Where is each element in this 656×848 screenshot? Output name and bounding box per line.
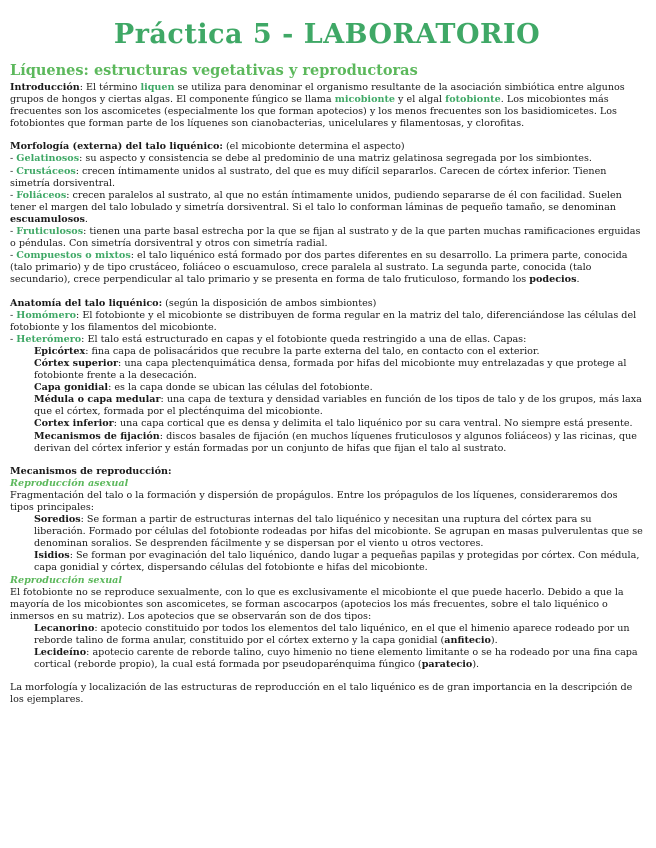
reproduccion-heading: Mecanismos de reproducción: bbox=[10, 465, 172, 477]
sexual-title: Reproducción sexual bbox=[10, 574, 123, 586]
layer-text: : una capa cortical que es densa y delimita el talo liquénico por su cara ventral. No siempre está presente. bbox=[113, 418, 633, 430]
term-fotobionte: fotobionte bbox=[445, 94, 501, 106]
layer-item bbox=[34, 382, 644, 394]
bullet: - bbox=[10, 226, 17, 238]
term-podecios: podecios bbox=[529, 274, 577, 286]
intro-text-4: . Los micobiontes más frecuentes son los ascomicetes (especialmente los que forman apotecios) y los menos frecuentes son los basidiomicetes. Los fotobiontes que forman parte de los líquenes son cianobacterias, unicelulares y filamentosas, y clorofitas. bbox=[10, 94, 617, 130]
layer-label: Córtex superior bbox=[34, 357, 119, 369]
layer-label: Capa gonidial bbox=[34, 382, 109, 394]
term-gelatinosos: Gelatinosos bbox=[16, 153, 80, 165]
term-soredios: Soredios bbox=[34, 514, 81, 526]
closing-paragraph: La morfología y localización de las estructuras de reproducción en el talo liquénico es de gran importancia en la descripción de los ejemplares. bbox=[10, 682, 633, 706]
foliaceos-end: . bbox=[84, 213, 88, 225]
term-paratecio: paratecio bbox=[421, 659, 473, 671]
term-anfitecio: anfitecio bbox=[444, 635, 491, 647]
compuestos-text: : el talo liquénico está formado por dos partes diferentes en su desarrollo. La primera parte, conocida (talo primario) y de tipo crustáceo, foliáceo o escuamuloso, crece paralela al sustrato. La segunda parte, conocida (talo secundario), crece perpendicular al talo primario y se presenta en forma de talo fruticuloso, formando los bbox=[10, 250, 628, 286]
soredios-text: : Se forman a partir de estructuras internas del talo liquénico y necesitan una ruptura del córtex para su liberación. Formado por células del fotobionte rodeadas por hifas del micobionte. Se agrupan en masas pulverulentas que se denominan soralios. Se desprenden fácilmente y se dispersan por el viento u otros vectores. bbox=[34, 514, 643, 550]
section-subtitle: Líquenes: estructuras vegetativas y reproductoras bbox=[10, 62, 418, 79]
layer-item bbox=[34, 346, 644, 358]
term-foliaceos: Foliáceos bbox=[16, 189, 67, 201]
anatomia-heteromero bbox=[10, 334, 644, 346]
asexual-title: Reproducción asexual bbox=[10, 477, 129, 489]
bullet: - bbox=[10, 250, 17, 262]
term-micobionte: micobionte bbox=[334, 94, 395, 106]
heteromero-text: : El talo está estructurado en capas y el fotobionte queda restringido a una de ellas. Capas: bbox=[81, 333, 527, 345]
foliaceos-text: : crecen paralelos al sustrato, al que no están íntimamente unidos, pudiendo separarse de él con facilidad. Suelen tener el margen del talo lobulado y simetría dorsiventral. Si el talo lo conforman láminas de pequeño tamaño, se denominan bbox=[10, 189, 622, 213]
lecanorino-text: : apotecio constituido por todos los elementos del talo liquénico, en el que el himenio aparece rodeado por un reborde talino de forma anular, constituido por el córtex externo y la capa gonidial ( bbox=[34, 622, 630, 647]
gelatinosos-text: : su aspecto y consistencia se debe al predominio de una matriz gelatinosa segregada por los simbiontes. bbox=[79, 153, 592, 165]
term-lecanorino: Lecanorino bbox=[34, 622, 95, 634]
morfologia-heading-note: (el micobionte determina el aspecto) bbox=[222, 141, 405, 153]
anatomia-heading bbox=[10, 298, 644, 310]
anatomia-heading-note: (según la disposición de ambos simbiontes) bbox=[162, 297, 377, 309]
lecanorino-item bbox=[34, 623, 644, 647]
morfologia-foliaceos bbox=[10, 190, 644, 226]
bullet: - bbox=[10, 333, 17, 345]
term-fruticulosos: Fruticulosos bbox=[16, 226, 84, 238]
intro-text-2: se utiliza para denominar el organismo resultante de la asociación simbiótica entre algunos grupos de hongos y ciertas algas. El componente fúngico se llama bbox=[10, 82, 625, 106]
isidios-text: : Se forman por evaginación del talo liquénico, dando lugar a pequeñas papilas y protegidas por córtex. Con médula, capa gonidial y córtex, dispersando células del fotobionte e hifas del micobionte. bbox=[34, 550, 640, 574]
intro-text-3: y el algal bbox=[395, 94, 446, 106]
bullet: - bbox=[10, 309, 17, 321]
bullet: - bbox=[10, 165, 17, 177]
lecideino-text: : apotecio carente de reborde talino, cuyo himenio no tiene elemento limitante o se ha rodeado por una fina capa cortical (reborde propio), la cual está formada por pseudoparénquima fúngico ( bbox=[34, 647, 638, 671]
intro-paragraph bbox=[10, 82, 644, 130]
lecideino-item bbox=[34, 647, 644, 671]
term-isidios: Isidios bbox=[34, 550, 70, 562]
page-title: Práctica 5 - LABORATORIO bbox=[113, 19, 541, 50]
bullet: - bbox=[10, 153, 17, 165]
morfologia-fruticulosos bbox=[10, 226, 644, 250]
compuestos-end: . bbox=[576, 274, 580, 286]
layer-text: : es la capa donde se ubican las células del fotobionte. bbox=[108, 382, 373, 394]
term-escuamulosos: escuamulosos bbox=[10, 213, 85, 225]
layer-item bbox=[34, 358, 644, 382]
morfologia-crustaceos bbox=[10, 166, 644, 190]
morfologia-gelatinosos bbox=[10, 153, 644, 165]
layer-label: Cortex inferior bbox=[34, 418, 114, 430]
morfologia-heading-label: Morfología (externa) del talo liquénico: bbox=[10, 141, 223, 153]
term-lecideino: Lecideíno bbox=[34, 647, 87, 659]
anatomia-heading-label: Anatomía del talo liquénico: bbox=[10, 297, 163, 309]
term-compuestos: Compuestos o mixtos bbox=[16, 250, 131, 262]
layer-item bbox=[34, 394, 644, 418]
sexual-list bbox=[10, 623, 644, 671]
layer-text: : discos basales de fijación (en muchos líquenes fruticulosos y algunos foliáceos) y las ricinas, que derivan del córtex inferior y están formadas por un conjunto de hifas que fijan el talo al sustrato. bbox=[34, 430, 637, 454]
morfologia-heading bbox=[10, 141, 644, 153]
term-liquen: liquen bbox=[140, 82, 175, 93]
layer-text: : una capa de textura y densidad variables en función de los tipos de talo y de los grupos, más laxa que el córtex, formada por el plecténquima del micobionte. bbox=[34, 394, 642, 418]
layer-item bbox=[34, 418, 644, 430]
lecanorino-end: ). bbox=[490, 635, 498, 647]
asexual-list bbox=[10, 514, 644, 574]
homomero-text: : El fotobionte y el micobionte se distribuyen de forma regular en la matriz del talo, diferenciándose las células del fotobionte y los filamentos del micobionte. bbox=[10, 309, 637, 333]
anatomia-homomero bbox=[10, 310, 644, 334]
layer-text: : fina capa de polisacáridos que recubre la parte externa del talo, en contacto con el exterior. bbox=[85, 345, 540, 357]
isidios-item bbox=[34, 550, 644, 574]
layer-label: Médula o capa medular bbox=[34, 394, 161, 406]
term-homomero: Homómero bbox=[16, 309, 77, 321]
intro-text-1: : El término bbox=[79, 82, 141, 93]
lecideino-end: ). bbox=[472, 659, 480, 671]
bullet: - bbox=[10, 189, 17, 201]
layer-text: : una capa plectenquimática densa, formada por hifas del micobionte muy entrelazadas y que protege al fotobionte frente a la desecación. bbox=[34, 357, 627, 382]
term-crustaceos: Crustáceos bbox=[16, 165, 76, 177]
layer-label: Epicórtex bbox=[34, 345, 86, 357]
asexual-text: Fragmentación del talo o la formación y dispersión de propágulos. Entre los própagulos de los líquenes, consideraremos dos tipos principales: bbox=[10, 489, 618, 513]
layer-item bbox=[34, 431, 644, 455]
crustaceos-text: : crecen íntimamente unidos al sustrato, del que es muy difícil separarlos. Carecen de córtex inferior. Tienen simetría dorsiventral. bbox=[10, 165, 607, 189]
fruticulosos-text: : tienen una parte basal estrecha por la que se fijan al sustrato y de la que parten muchas ramificaciones erguidas o péndulas. Con simetría dorsiventral y otros con simetría radial. bbox=[10, 226, 641, 250]
sexual-text: El fotobionte no se reproduce sexualmente, con lo que es exclusivamente el micobionte el que puede hacerlo. Debido a que la mayoría de los micobiontes son ascomicetes, se forman ascocarpos (apotecios los más frecuentes, sobre el talo liquénico o inmersos en su matriz). Los apotecios que se observarán son de dos tipos: bbox=[10, 586, 624, 622]
soredios-item bbox=[34, 514, 644, 550]
morfologia-compuestos bbox=[10, 250, 644, 286]
layer-label: Mecanismos de fijación bbox=[34, 430, 160, 442]
term-heteromero: Heterómero bbox=[16, 333, 82, 345]
layer-list bbox=[10, 346, 644, 455]
intro-label: Introducción bbox=[10, 82, 80, 93]
